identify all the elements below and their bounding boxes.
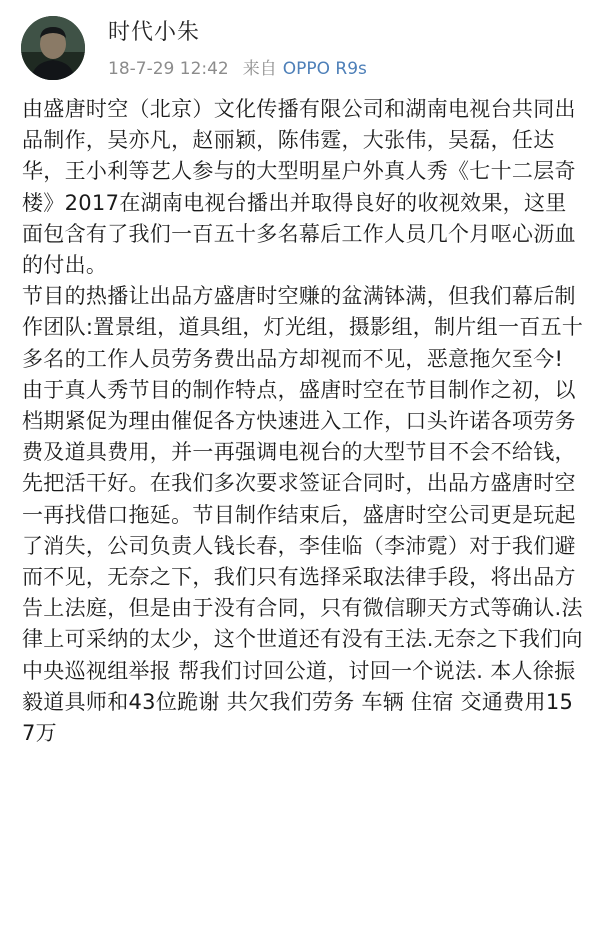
device-link[interactable]: OPPO R9s bbox=[282, 59, 367, 79]
post-content bbox=[22, 94, 584, 749]
user-avatar-icon bbox=[21, 16, 85, 80]
post-meta bbox=[108, 57, 367, 81]
post-paragraph: 节目的热播让出品方盛唐时空赚的盆满钵满，但我们幕后制作团队:置景组，道具组，灯光组，摄影组，制片组一百五十多名的工作人员劳务费出品方却视而不见，恶意拖欠至今! bbox=[22, 284, 584, 371]
user-avatar[interactable] bbox=[21, 16, 85, 80]
source-label: 来自 bbox=[242, 59, 277, 79]
post-timestamp: 18-7-29 12:42 bbox=[108, 59, 229, 79]
post-paragraph: 由盛唐时空（北京）文化传播有限公司和湖南电视台共同出品制作，吴亦凡，赵丽颖，陈伟霆，大张伟，吴磊，任达华，王小利等艺人参与的大型明星户外真人秀《七十二层奇楼》2017在湖南电视台播出并取得良好的收视效果，这里面包含有了我们一百五十多名幕后工作人员几个月呕心沥血的付出。 bbox=[22, 97, 576, 278]
author-name[interactable]: 时代小朱 bbox=[108, 20, 201, 45]
post-paragraph: 由于真人秀节目的制作特点，盛唐时空在节目制作之初，以档期紧促为理由催促各方快速进入工作，口头许诺各项劳务费及道具费用，并一再强调电视台的大型节目不会不给钱，先把活干好。在我们多次要求签证合同时，出品方盛唐时空一再找借口拖延。节目制作结束后，盛唐时空公司更是玩起了消失，公司负责人钱长春，李佳临（李沛霓）对于我们避而不见，无奈之下，我们只有选择采取法律手段，将出品方告上法庭，但是由于没有合同，只有微信聊天方式等确认.法律上可采纳的太少，这个世道还有没有王法.无奈之下我们向中央巡视组举报 帮我们讨回公道，讨回一个说法. 本人徐振毅道具师和43位跪谢 共欠我们劳务 车辆 住宿 交通费用157万 bbox=[22, 377, 583, 746]
